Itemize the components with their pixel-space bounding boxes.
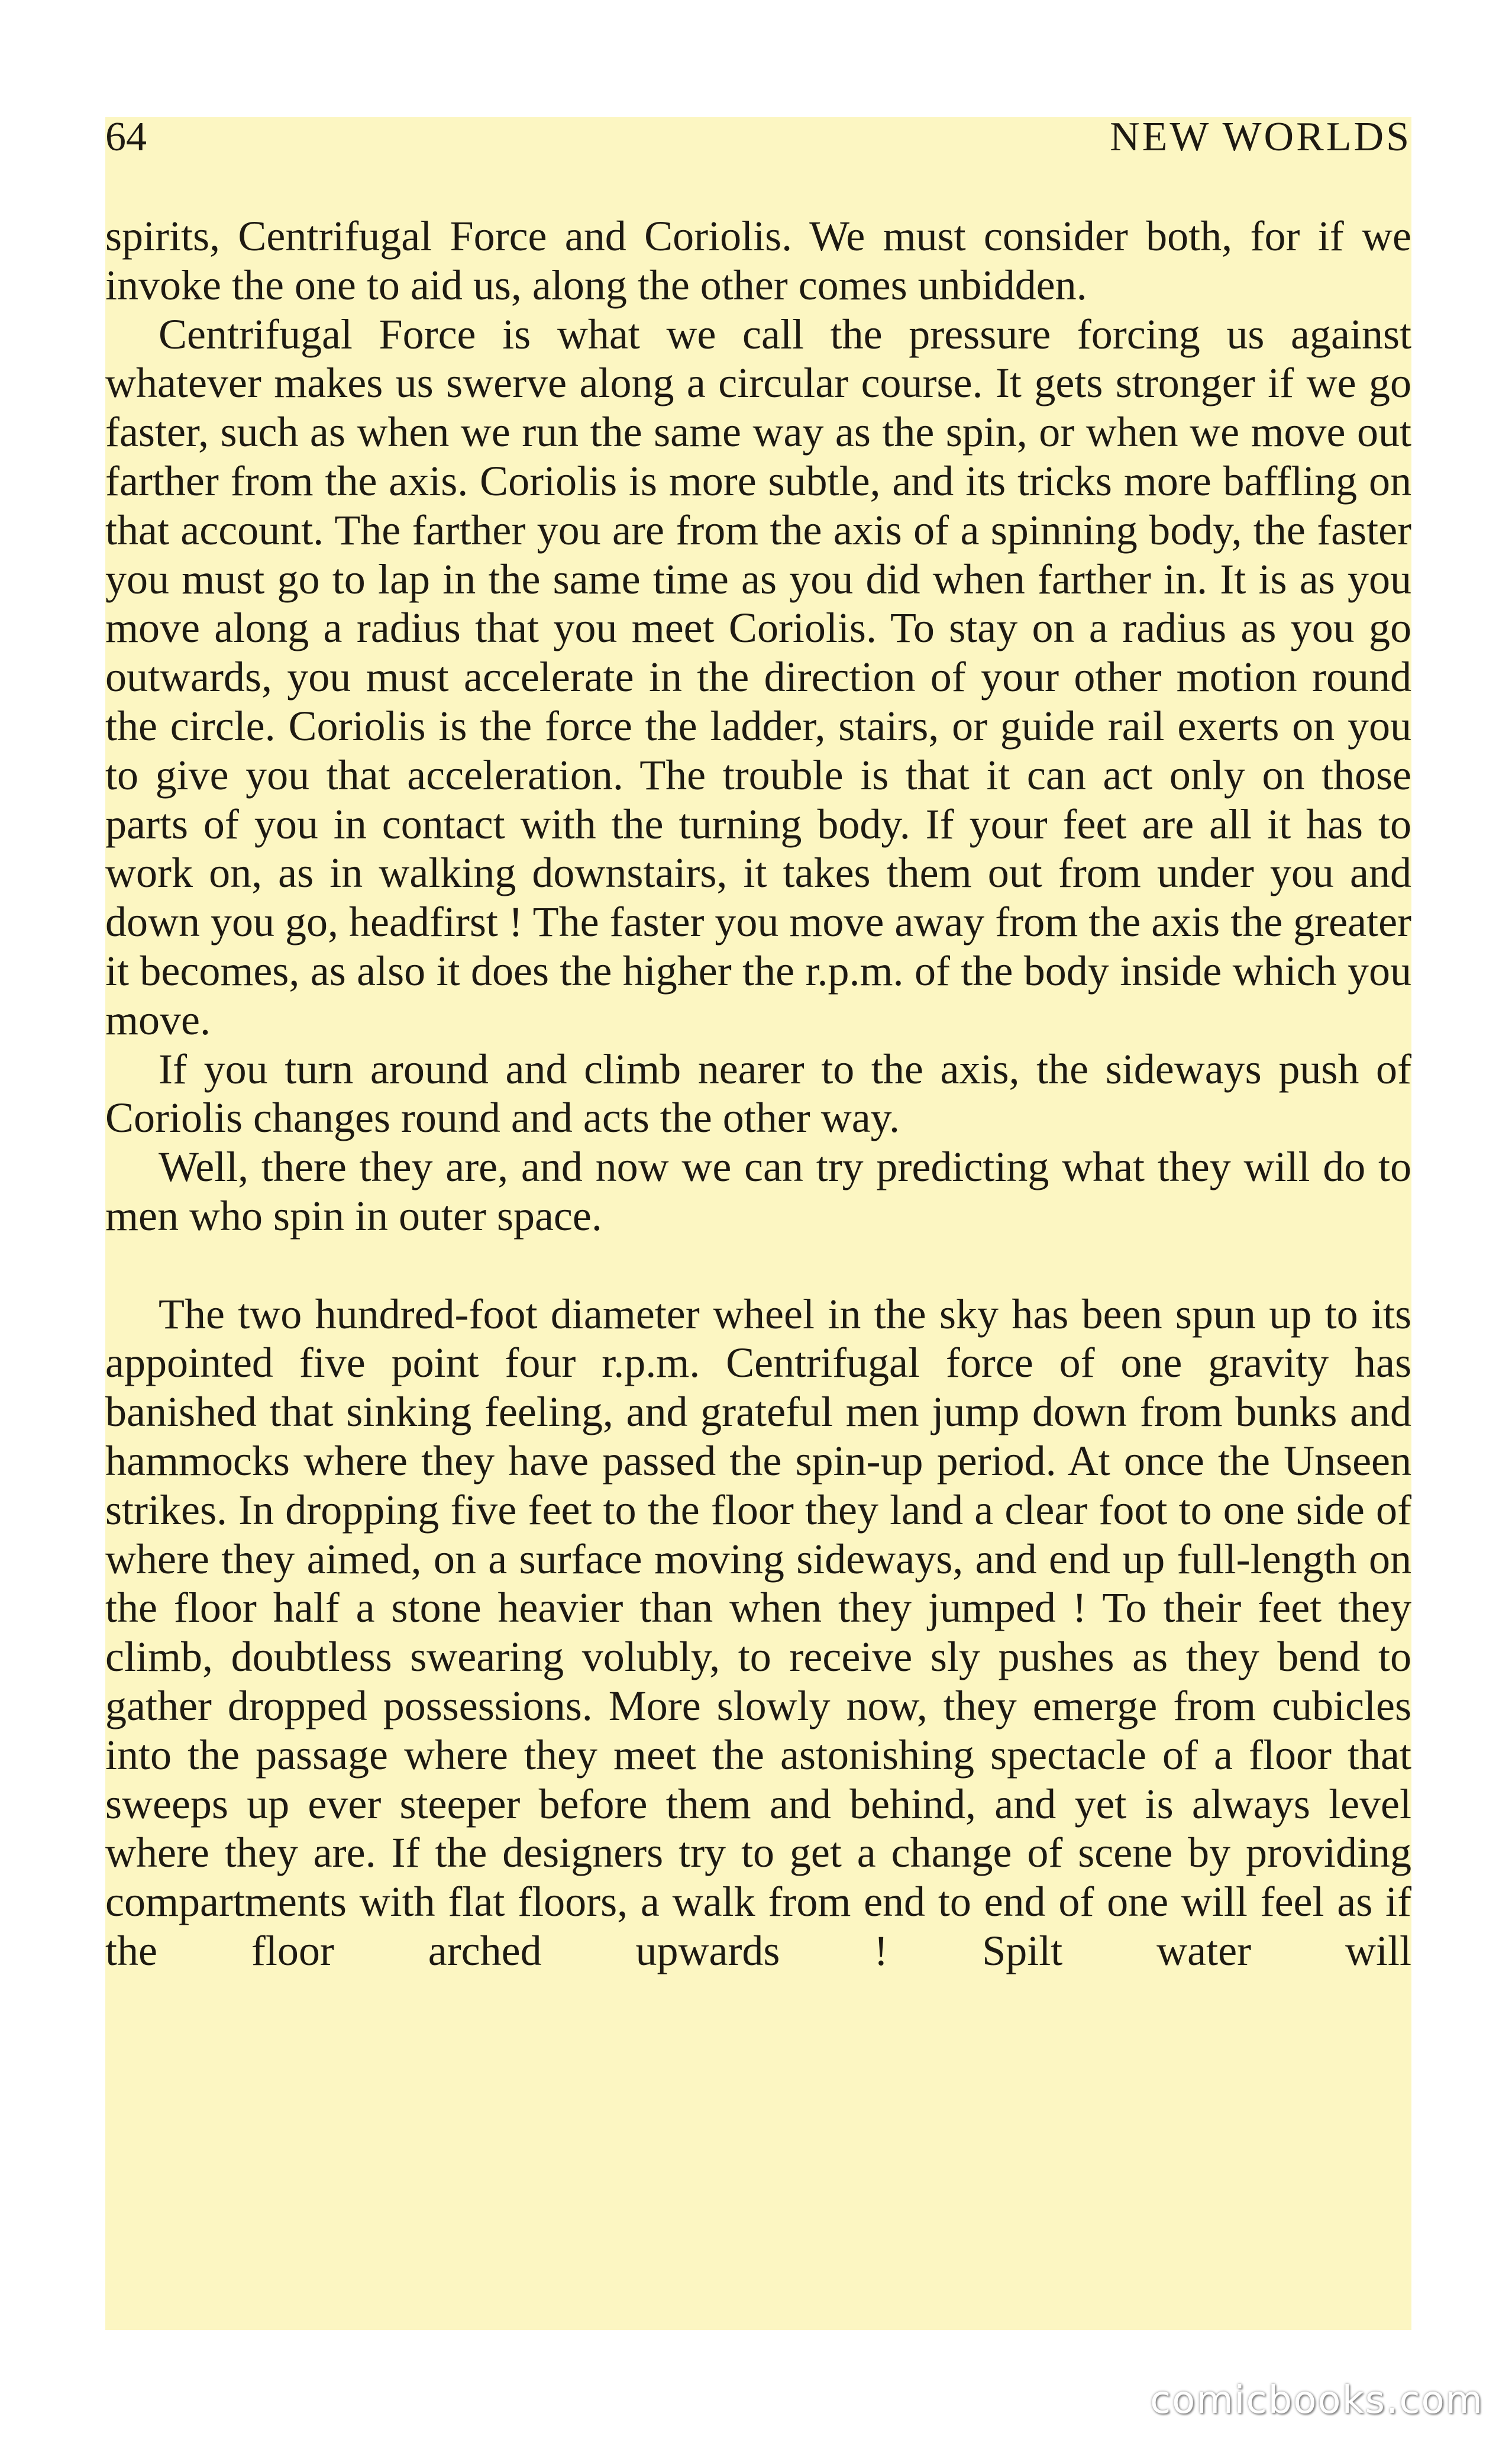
running-title: NEW WORLDS — [1110, 114, 1411, 160]
paragraph-wheel-in-the-sky: The two hundred-foot diameter wheel in the sky has been spun up to its appointed five point four r.p.m. Centrifugal force of one gravity has banished that sinking feeling, and grateful men jump down from bunks and hammocks where they have passed the spin-up period. At once the Unseen strikes. In dropping five feet to the floor they land a clear foot to one side of where they aimed, on a surface moving sideways, and end up full-length on the floor half a stone heavier than when they jumped ! To their feet they climb, doubtless swearing volubly, to receive sly pushes as they bend to gather dropped possessions. More slowly now, they emerge from cubicles into the passage where they meet the astonishing spectacle of a floor that sweeps up ever steeper before them and behind, and yet is always level where they are. If the designers try to get a change of scene by providing compartments with flat floors, a walk from end to end of one will feel as if the floor arched upwards ! Spilt water will — [105, 1290, 1411, 1974]
paragraph-there-they-are: Well, there they are, and now we can try predicting what they will do to men who spin in outer space. — [105, 1143, 1411, 1240]
page-number: 64 — [105, 114, 147, 160]
running-header — [105, 114, 1411, 161]
paragraph-spirits: spirits, Centrifugal Force and Coriolis. We must consider both, for if we invoke the one to aid us, along the other comes unbidden. — [105, 212, 1411, 309]
site-watermark: comicbooks.com — [1149, 2379, 1484, 2422]
paragraph-centrifugal-force: Centrifugal Force is what we call the pressure forcing us against whatever makes us swerve along a circular course. It gets stronger if we go faster, such as when we run the same way as the spin, or when we move out farther from the axis. Coriolis is more subtle, and its tricks more baffling on that account. The farther you are from the axis of a spinning body, the faster you must go to lap in the same time as you did when farther in. It is as you move along a radius that you meet Coriolis. To stay on a radius as you go outwards, you must accelerate in the direction of your other motion round the circle. Coriolis is the force the ladder, stairs, or guide rail exerts on you to give you that acceleration. The trouble is that it can act only on those parts of you in contact with the turning body. If your feet are all it has to work on, as in walking downstairs, it takes them out from under you and down you go, headfirst ! The faster you move away from the axis the greater it becomes, as also it does the higher the r.p.m. of the body inside which you move. — [105, 310, 1411, 1044]
section-break — [105, 1241, 1411, 1290]
paragraph-turn-around: If you turn around and climb nearer to the axis, the sideways push of Coriolis changes round and acts the other way. — [105, 1045, 1411, 1142]
article-body — [105, 212, 1411, 1976]
